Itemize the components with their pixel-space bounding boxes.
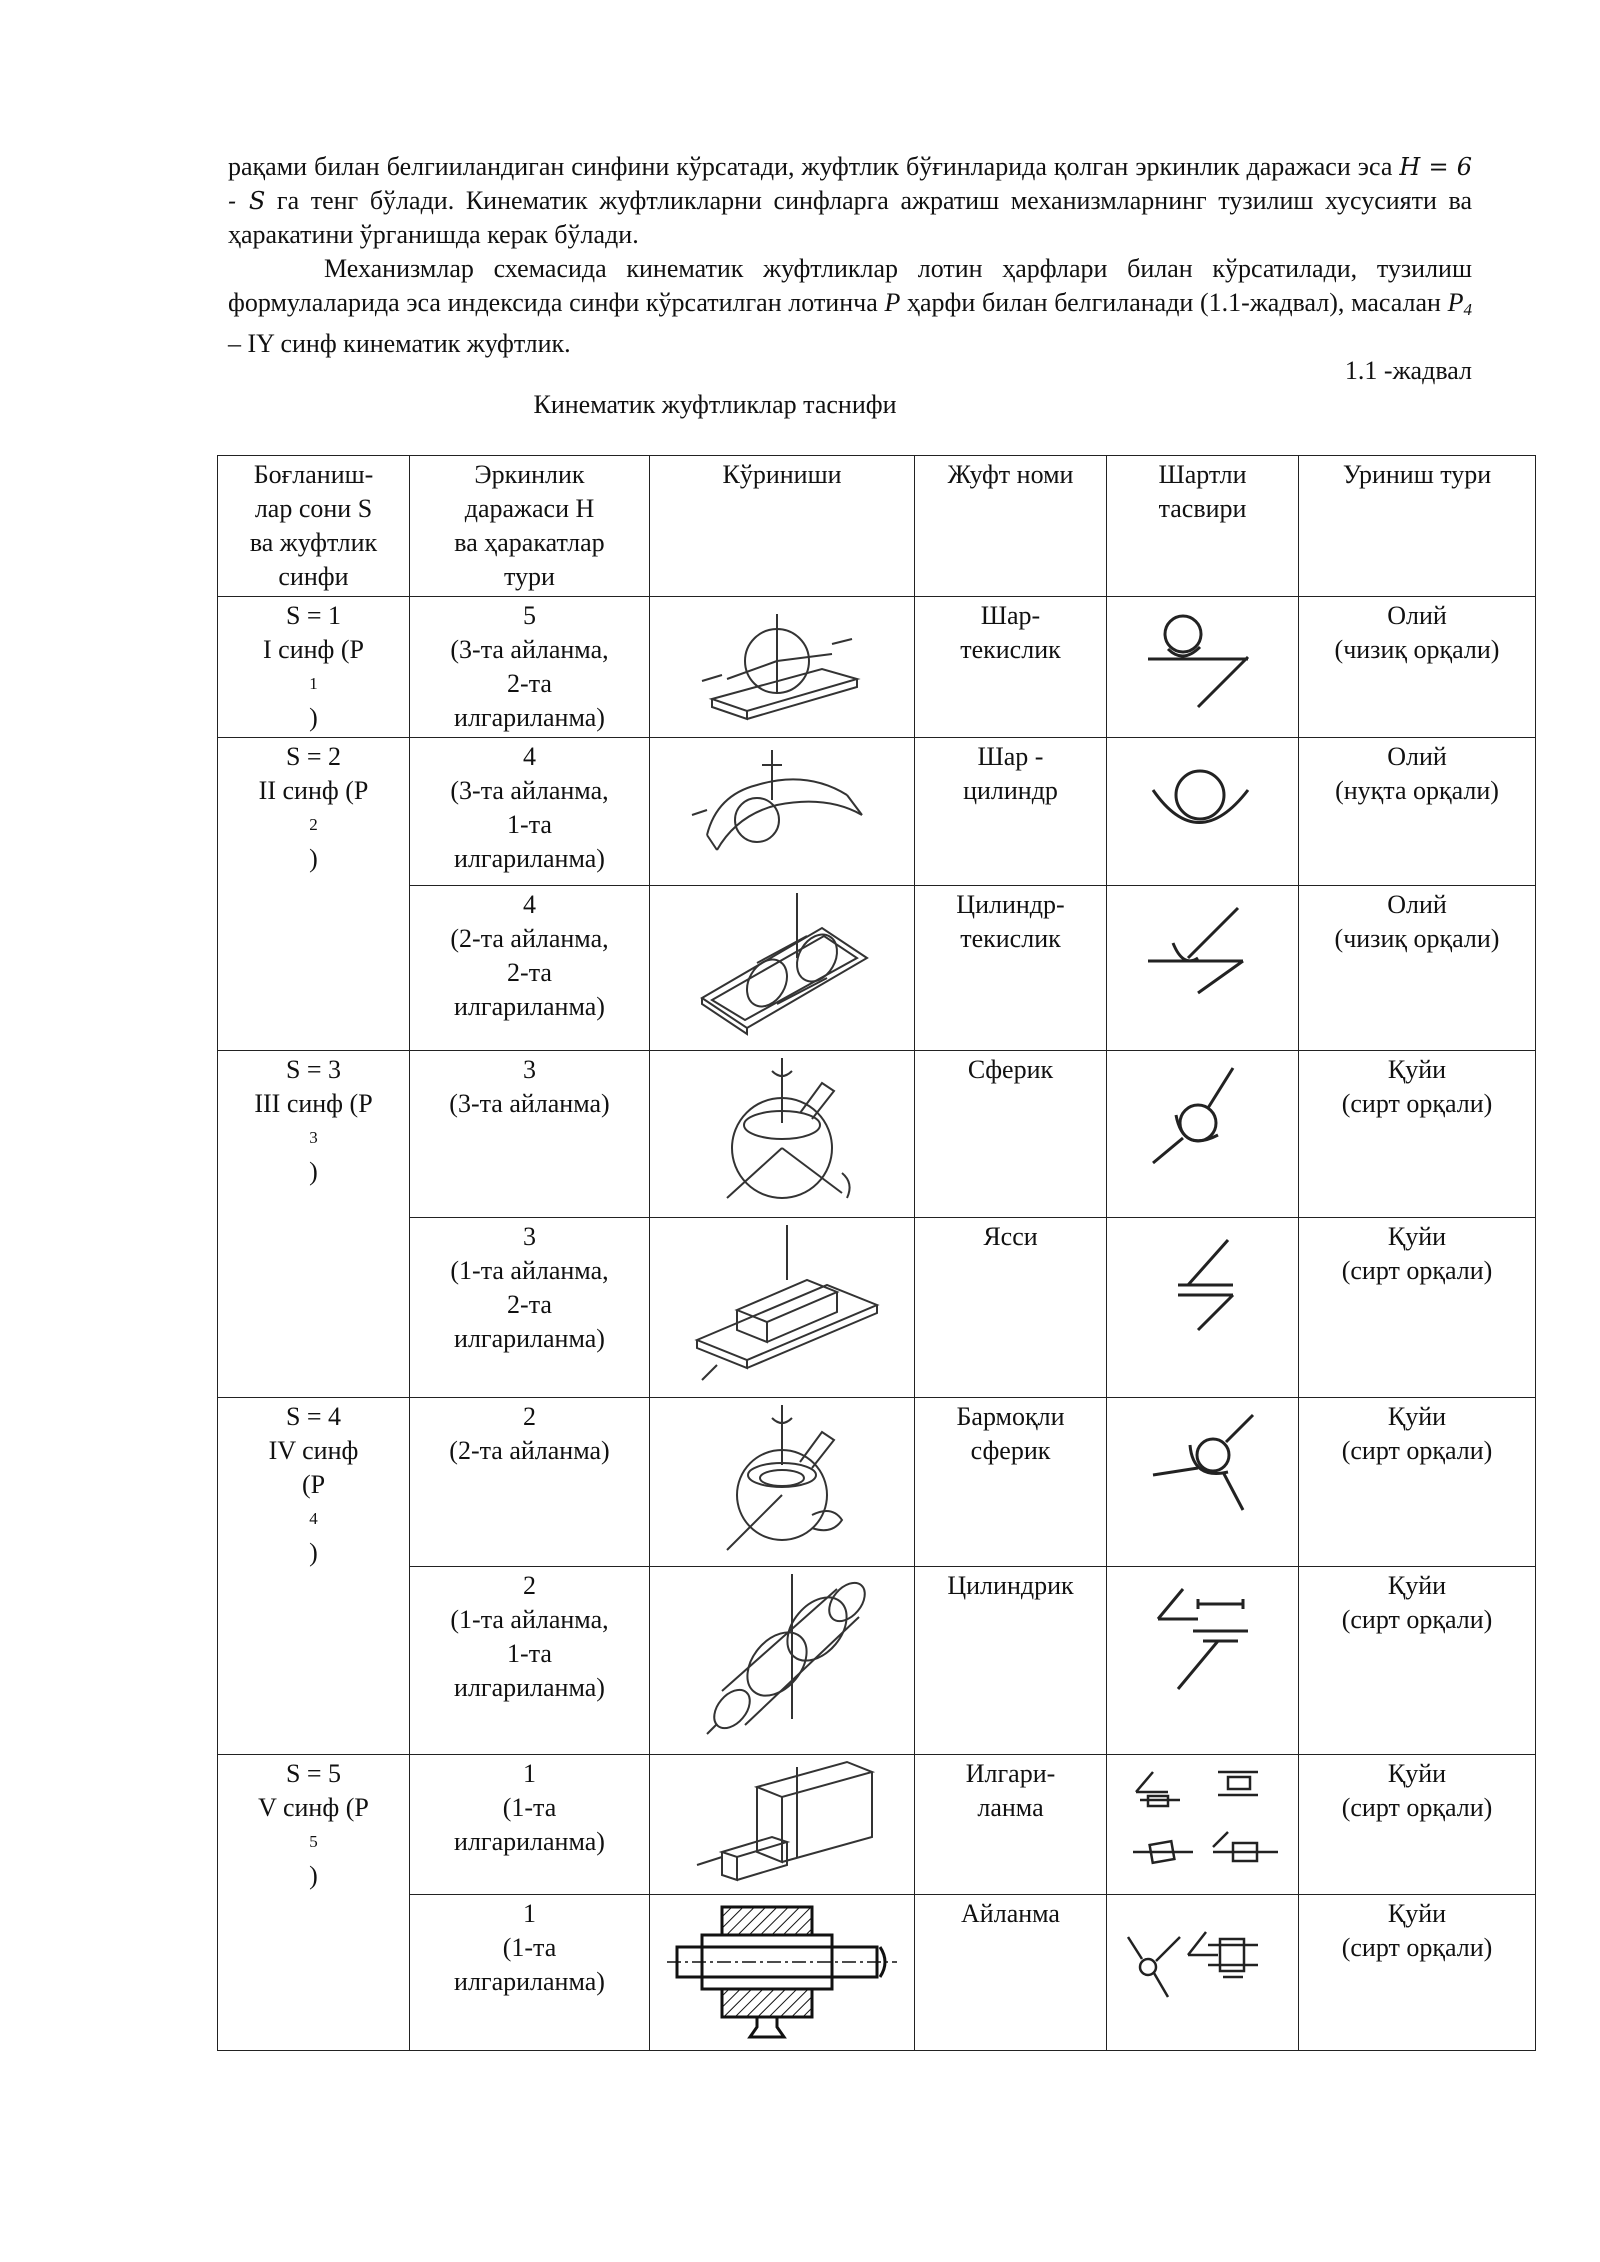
pair-name-cell xyxy=(915,1398,1107,1567)
spherical-symbol-icon xyxy=(1128,1053,1278,1183)
freedom-line: 3 xyxy=(523,1055,536,1084)
revolute-symbol-icon xyxy=(1118,1897,1288,2027)
class-text: III синф (P xyxy=(254,1089,373,1118)
header-line: лар сони S xyxy=(254,494,373,523)
intro-line-1: рақами билан белгииландиган синфини кўрсатади, жуфтлик бўғинларида қолган эркинлик даражаси xyxy=(228,152,1351,181)
pair-name-cell xyxy=(915,1895,1107,2051)
symbol-cell xyxy=(1107,1051,1299,1218)
freedom-line: 2 xyxy=(523,1402,536,1431)
class-cell xyxy=(218,1398,410,1755)
pin-spherical-symbol-icon xyxy=(1128,1400,1278,1530)
prismatic-symbol-icon xyxy=(1118,1757,1288,1887)
constraint-count: S = 3 xyxy=(285,1055,342,1084)
symbol-cell xyxy=(1107,597,1299,738)
class-sub: 3 xyxy=(309,1128,318,1147)
freedom-line: 2-та xyxy=(507,958,552,987)
view-cell xyxy=(650,597,915,738)
contact-line: Қуйи xyxy=(1387,1899,1447,1928)
pair-name-line: Сферик xyxy=(967,1055,1054,1084)
freedom-cell xyxy=(410,738,650,886)
header-view: Кўриниши xyxy=(650,456,915,597)
planar-pair-illustration xyxy=(677,1220,887,1385)
contact-line: (сирт орқали) xyxy=(1341,1933,1493,1962)
prismatic-pair-illustration xyxy=(677,1757,887,1887)
freedom-line: 3 xyxy=(523,1222,536,1251)
cylindrical-symbol-icon xyxy=(1128,1569,1278,1709)
freedom-line: (1-та xyxy=(502,1933,557,1962)
freedom-line: илгариланма) xyxy=(454,1673,605,1702)
view-cell xyxy=(650,1895,915,2051)
class-cell xyxy=(218,738,410,1051)
contact-line: Қуйи xyxy=(1387,1759,1447,1788)
freedom-line: илгариланма) xyxy=(454,992,605,1021)
class-text: (P xyxy=(301,1470,326,1499)
freedom-line: илгариланма) xyxy=(454,703,605,732)
pair-name-line: текислик xyxy=(960,635,1061,664)
freedom-cell xyxy=(410,1218,650,1398)
constraint-count: S = 5 xyxy=(285,1759,342,1788)
contact-cell xyxy=(1299,1755,1536,1895)
class-text: I синф (P xyxy=(263,635,364,664)
freedom-line: 2-та xyxy=(507,669,552,698)
contact-cell xyxy=(1299,886,1536,1051)
contact-line: (сирт орқали) xyxy=(1341,1089,1493,1118)
symbol-cell xyxy=(1107,1398,1299,1567)
pair-name-cell xyxy=(915,738,1107,886)
freedom-line: илгариланма) xyxy=(454,1827,605,1856)
pair-name-line: Шар - xyxy=(977,742,1044,771)
contact-line: Олий xyxy=(1387,890,1447,919)
view-cell xyxy=(650,886,915,1051)
class-end: ) xyxy=(309,1861,318,1890)
freedom-line: (3-та айланма, xyxy=(450,776,609,805)
class-end: ) xyxy=(309,703,318,732)
class-cell xyxy=(218,597,410,738)
freedom-line: 1-та xyxy=(507,810,552,839)
freedom-line: (3-та айланма) xyxy=(449,1089,610,1118)
contact-line: (нуқта орқали) xyxy=(1335,776,1499,805)
class-text: IV синф xyxy=(268,1436,359,1465)
contact-line: (сирт орқали) xyxy=(1341,1793,1493,1822)
table-title: Кинематик жуфтликлар таснифи xyxy=(533,390,897,419)
contact-cell xyxy=(1299,1895,1536,2051)
class-text: V синф (P xyxy=(258,1793,369,1822)
constraint-count: S = 4 xyxy=(285,1402,342,1431)
class-label xyxy=(224,774,403,876)
pair-name-line: ланма xyxy=(977,1793,1044,1822)
header-line: Боғланиш- xyxy=(253,460,374,489)
contact-line: Олий xyxy=(1387,742,1447,771)
planar-symbol-icon xyxy=(1128,1220,1278,1350)
table-row xyxy=(218,1755,1536,1895)
kinematic-pairs-table xyxy=(217,455,1536,2051)
para2-part-b: ҳарфи билан белгиланади (1.1-жадвал), масалан xyxy=(907,288,1441,317)
contact-line: (сирт орқали) xyxy=(1341,1605,1493,1634)
header-line: тури xyxy=(504,562,555,591)
freedom-line: 1 xyxy=(523,1759,536,1788)
freedom-line: илгариланма) xyxy=(454,1967,605,1996)
freedom-cell xyxy=(410,1755,650,1895)
header-symbol xyxy=(1107,456,1299,597)
pair-name-line: Цилиндрик xyxy=(947,1571,1074,1600)
formula: H = 6 - S xyxy=(228,153,1473,215)
ball-plane-illustration xyxy=(682,599,882,729)
ball-cylinder-illustration xyxy=(677,740,887,875)
pair-name-line: сферик xyxy=(970,1436,1051,1465)
class-end: ) xyxy=(309,1157,318,1186)
contact-line: (чизиқ орқали) xyxy=(1334,924,1500,953)
header-freedom xyxy=(410,456,650,597)
freedom-cell xyxy=(410,1567,650,1755)
class-cell xyxy=(218,1051,410,1398)
constraint-count: S = 1 xyxy=(285,601,342,630)
header-line: ва ҳаракатлар xyxy=(454,528,605,557)
contact-line: (сирт орқали) xyxy=(1341,1436,1493,1465)
pair-name-line: Цилиндр- xyxy=(956,890,1065,919)
symbol-cell xyxy=(1107,1755,1299,1895)
pin-spherical-illustration xyxy=(682,1400,882,1560)
header-contact-type: Уриниш тури xyxy=(1299,456,1536,597)
freedom-line: илгариланма) xyxy=(454,844,605,873)
freedom-cell xyxy=(410,1051,650,1218)
pair-name-line: Айланма xyxy=(961,1899,1060,1928)
view-cell xyxy=(650,1755,915,1895)
contact-line: Қуйи xyxy=(1387,1571,1447,1600)
view-cell xyxy=(650,1398,915,1567)
header-line: ва жуфтлик xyxy=(249,528,378,557)
freedom-cell xyxy=(410,1398,650,1567)
pair-name-line: Бармоқли xyxy=(956,1402,1065,1431)
table-row xyxy=(218,1567,1536,1755)
symbol-cell xyxy=(1107,886,1299,1051)
header-line: Шартли xyxy=(1158,460,1247,489)
class-text: II синф (P xyxy=(258,776,369,805)
table-row xyxy=(218,597,1536,738)
class-sub: 5 xyxy=(309,1832,318,1851)
table-number-label: 1.1 -жадвал xyxy=(1344,356,1472,385)
class-label xyxy=(224,1468,403,1570)
contact-line: Қуйи xyxy=(1387,1222,1447,1251)
ball-plane-symbol-icon xyxy=(1128,599,1278,719)
contact-cell xyxy=(1299,1398,1536,1567)
view-cell xyxy=(650,1567,915,1755)
view-cell xyxy=(650,1051,915,1218)
constraint-count: S = 2 xyxy=(285,742,342,771)
symbol-cell xyxy=(1107,1218,1299,1398)
class-sub: 1 xyxy=(309,674,318,693)
pair-name-line: Илгари- xyxy=(965,1759,1056,1788)
freedom-line: 4 xyxy=(523,890,536,919)
freedom-line: 2-та xyxy=(507,1290,552,1319)
pair-name-cell xyxy=(915,1755,1107,1895)
pair-name-cell xyxy=(915,1051,1107,1218)
table-row xyxy=(218,1895,1536,2051)
contact-line: (чизиқ орқали) xyxy=(1334,635,1500,664)
para2-letter: P xyxy=(884,288,901,317)
pair-name-line: Ясси xyxy=(983,1222,1038,1251)
spherical-pair-illustration xyxy=(682,1053,882,1213)
class-sub: 4 xyxy=(309,1509,318,1528)
freedom-line: (1-та айланма, xyxy=(450,1256,609,1285)
class-label xyxy=(224,633,403,735)
freedom-line: 1 xyxy=(523,1899,536,1928)
view-cell xyxy=(650,738,915,886)
freedom-cell xyxy=(410,597,650,738)
class-label xyxy=(224,1087,403,1189)
para2-example-sub: 4 xyxy=(1463,300,1473,319)
pair-name-line: Шар- xyxy=(980,601,1041,630)
freedom-line: (1-та xyxy=(502,1793,557,1822)
table-row xyxy=(218,738,1536,886)
header-line: синфи xyxy=(278,562,349,591)
contact-cell xyxy=(1299,738,1536,886)
ball-cylinder-symbol-icon xyxy=(1128,740,1278,860)
header-line: тасвири xyxy=(1158,494,1247,523)
contact-cell xyxy=(1299,1567,1536,1755)
freedom-cell xyxy=(410,1895,650,2051)
freedom-line: 4 xyxy=(523,742,536,771)
contact-cell xyxy=(1299,597,1536,738)
freedom-line: (3-та айланма, xyxy=(450,635,609,664)
contact-line: Олий xyxy=(1387,601,1447,630)
pair-name-cell xyxy=(915,886,1107,1051)
freedom-line: 1-та xyxy=(507,1639,552,1668)
pair-name-cell xyxy=(915,1218,1107,1398)
symbol-cell xyxy=(1107,1567,1299,1755)
pair-name-cell xyxy=(915,1567,1107,1755)
para2-example-letter: P xyxy=(1447,288,1464,317)
cylinder-plane-symbol-icon xyxy=(1128,888,1278,1018)
freedom-line: 2 xyxy=(523,1571,536,1600)
pair-name-line: текислик xyxy=(960,924,1061,953)
class-end: ) xyxy=(309,1538,318,1567)
header-row xyxy=(218,456,1536,597)
intro-line-2-post: га тенг бўлади. Кинематик жуфтликларни синфларга ажратиш механизмларнинг тузилиш хусусияти ва ҳаракатини ўрганишда керак бўлади. xyxy=(228,186,1473,249)
header-pair-name: Жуфт номи xyxy=(915,456,1107,597)
intro-text xyxy=(228,150,1472,361)
view-cell xyxy=(650,1218,915,1398)
class-sub: 2 xyxy=(309,815,318,834)
freedom-line: (2-та айланма, xyxy=(450,924,609,953)
freedom-line: (2-та айланма) xyxy=(449,1436,610,1465)
contact-line: Қуйи xyxy=(1387,1055,1447,1084)
class-label xyxy=(224,1791,403,1893)
class-end: ) xyxy=(309,844,318,873)
freedom-line: 5 xyxy=(523,601,536,630)
freedom-cell xyxy=(410,886,650,1051)
pair-name-line: цилиндр xyxy=(963,776,1058,805)
revolute-pair-illustration xyxy=(662,1897,902,2047)
intro-line-2-pre: эса xyxy=(1357,152,1393,181)
intro-paragraph-1 xyxy=(228,150,1472,252)
table-row xyxy=(218,1051,1536,1218)
freedom-line: (1-та айланма, xyxy=(450,1605,609,1634)
header-line: даражаси H xyxy=(464,494,595,523)
header-line: Эркинлик xyxy=(474,460,585,489)
contact-line: (сирт орқали) xyxy=(1341,1256,1493,1285)
header-constraints xyxy=(218,456,410,597)
cylindrical-pair-illustration xyxy=(677,1569,887,1744)
para2-part-a: Механизмлар схемасида кинематик жуфтликлар лотин ҳарфлари билан кўрсатилади, тузилиш формулаларида эса индексида синфи кўрсатилган лотинча xyxy=(228,254,1472,317)
class-cell xyxy=(218,1755,410,2051)
intro-paragraph-2 xyxy=(228,252,1472,361)
contact-cell xyxy=(1299,1051,1536,1218)
freedom-line: илгариланма) xyxy=(454,1324,605,1353)
table-row xyxy=(218,1398,1536,1567)
contact-cell xyxy=(1299,1218,1536,1398)
para2-example xyxy=(1448,288,1472,317)
para2-part-c: – IY синф кинематик жуфтлик. xyxy=(228,329,571,358)
contact-line: Қуйи xyxy=(1387,1402,1447,1431)
table-row xyxy=(218,1218,1536,1398)
pair-name-cell xyxy=(915,597,1107,738)
symbol-cell xyxy=(1107,738,1299,886)
symbol-cell xyxy=(1107,1895,1299,2051)
table-row xyxy=(218,886,1536,1051)
cylinder-plane-illustration xyxy=(682,888,882,1043)
